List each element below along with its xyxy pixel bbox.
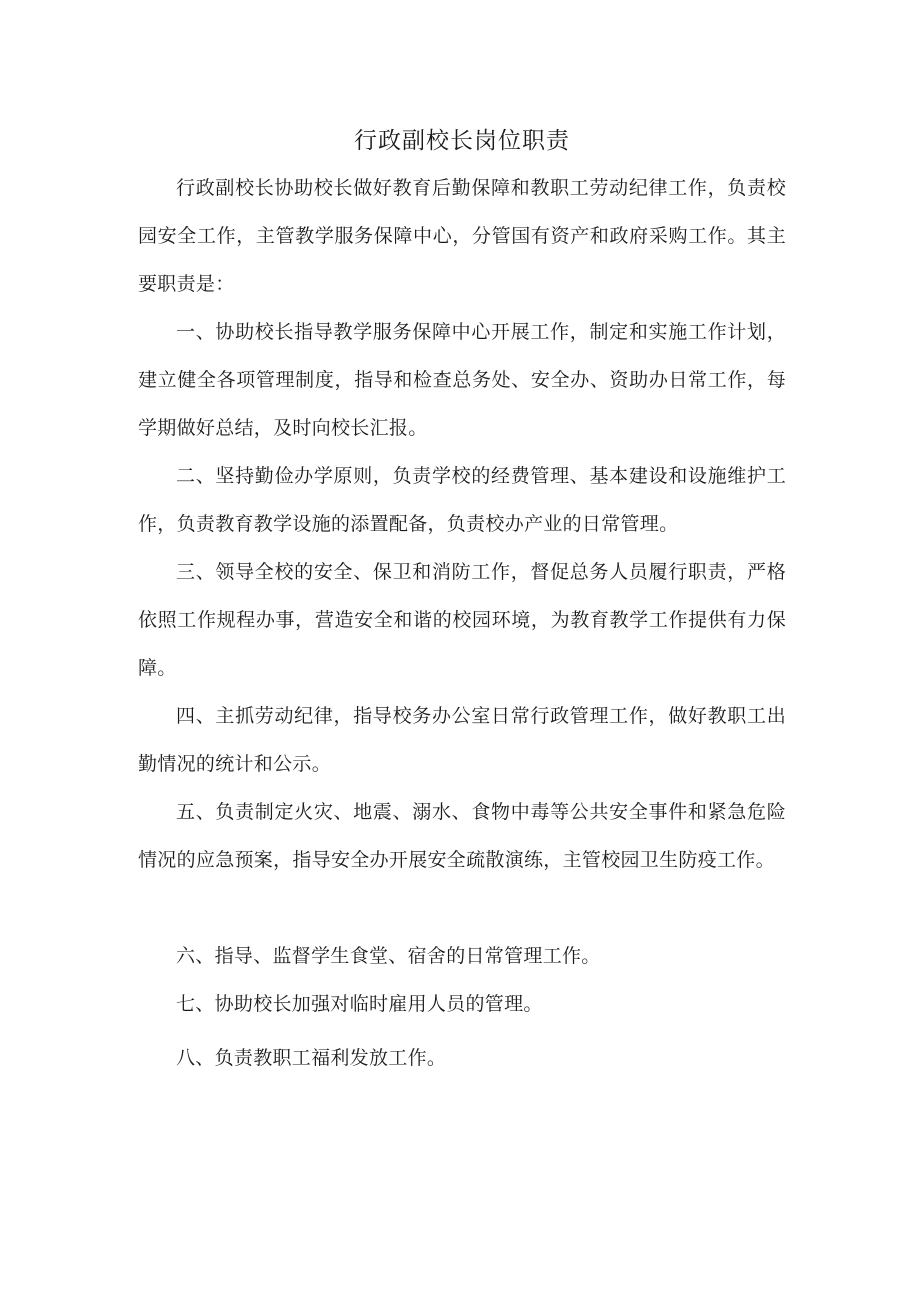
duty-item-1: 一、协助校长指导教学服务保障中心开展工作，制定和实施工作计划，建立健全各项管理制度，指导和检查总务处、安全办、资助办日常工作，每学期做好总结，及时向校长汇报。 [138, 321, 786, 439]
duty-item-4: 四、主抓劳动纪律，指导校务办公室日常行政管理工作，做好教职工出勤情况的统计和公示。 [138, 705, 786, 775]
duty-item-8: 八、负责教职工福利发放工作。 [176, 1047, 447, 1069]
document-title: 行政副校长岗位职责 [354, 128, 570, 154]
duty-item-7: 七、协助校长加强对临时雇用人员的管理。 [176, 993, 543, 1015]
intro-paragraph: 行政副校长协助校长做好教育后勤保障和教职工劳动纪律工作，负责校园安全工作，主管教学服务保障中心，分管国有资产和政府采购工作。其主要职责是： [138, 177, 786, 295]
duty-item-6: 六、指导、监督学生食堂、宿舍的日常管理工作。 [176, 945, 601, 967]
duty-item-3: 三、领导全校的安全、保卫和消防工作，督促总务人员履行职责，严格依照工作规程办事，营造安全和谐的校园环境，为教育教学工作提供有力保障。 [138, 561, 786, 679]
duty-item-2: 二、坚持勤俭办学原则，负责学校的经费管理、基本建设和设施维护工作，负责教育教学设施的添置配备，负责校办产业的日常管理。 [138, 465, 786, 535]
duty-item-5: 五、负责制定火灾、地震、溺水、食物中毒等公共安全事件和紧急危险情况的应急预案，指导安全办开展安全疏散演练，主管校园卫生防疫工作。 [138, 801, 786, 871]
